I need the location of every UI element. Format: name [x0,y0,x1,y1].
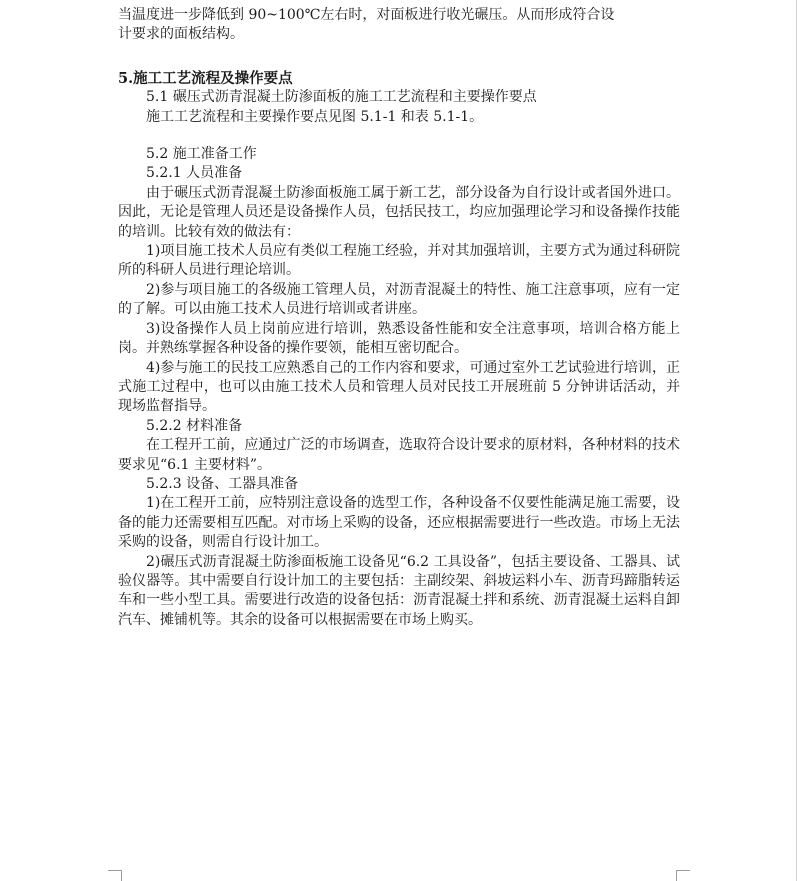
list-item-5-2-1-1: 1)项目施工技术人员应有类似工程施工经验，并对其加强培训，主要方式为通过科研院所的科研人员进行理论培训。 [118,243,680,279]
page-corner-mark [121,870,122,881]
spacer [118,127,680,145]
list-item-5-2-1-3: 3)设备操作人员上岗前应进行培训，熟悉设备性能和安全注意事项，培训合格方能上岗。并熟练掌握各种设备的操作要领，能相互密切配合。 [118,320,680,357]
list-item-5-2-3-1: 1)在工程开工前，应特别注意设备的选型工作，各种设备不仅要性能满足施工需要，设备的能力还需要相互匹配。对市场上采购的设备，还应根据需要进行一些改造。市场上无法采购的设备，则需自行设计加工。 [118,495,680,551]
list-item-5-2-1-2: 2)参与项目施工的各级施工管理人员，对沥青混凝土的特性、施工注意事项，应有一定的了解。可以由施工技术人员进行培训或者讲座。 [118,281,680,318]
subsection-heading-5-2-2: 5.2.2 材料准备 [146,417,243,434]
page-corner-mark [676,870,690,871]
subsection-heading-5-2-3: 5.2.3 设备、工器具准备 [146,475,299,492]
subsection-heading-5-2-1: 5.2.1 人员准备 [146,165,243,182]
list-item-5-2-1-4: 4)参与施工的民技工应熟悉自己的工作内容和要求，可通过室外工艺试验进行培训，正式施工过程中，也可以由施工技术人员和管理人员对民技工开展班前 5 分钟讲话活动，并现场监督指导。 [118,359,680,415]
section-title: 5.施工工艺流程及操作要点 [118,69,293,87]
paragraph-5-2-1: 由于碾压式沥青混凝土防渗面板施工属于新工艺，部分设备为自行设计或者国外进口。因此，无论是管理人员还是设备操作人员，包括民技工，均应加强理论学习和设备操作技能的培训。比较有效的做法有： [118,184,680,240]
intro-line-1: 当温度进一步降低到 90~100℃左右时，对面板进行收光碾压。从而形成符合设 [118,7,615,23]
subsection-heading-5-1: 5.1 碾压式沥青混凝土防渗面板的施工工艺流程和主要操作要点 [146,89,537,106]
subsection-heading-5-2: 5.2 施工准备工作 [146,146,257,163]
page-corner-mark [676,870,677,881]
paragraph-5-2-2: 在工程开工前，应通过广泛的市场调查，选取符合设计要求的原材料，各种材料的技术要求见“6.1 主要材料”。 [118,437,680,473]
document-body [118,6,680,630]
spacer [118,45,680,69]
page-corner-mark [108,870,122,871]
list-item-5-2-3-2: 2)碾压式沥青混凝土防渗面板施工设备见“6.2 工具设备”，包括主要设备、工器具、试验仪器等。其中需要自行设计加工的主要包括：主副绞架、斜坡运料小车、沥青玛蹄脂转运车和一些小型工具。需要进行改造的设备包括：沥青混凝土拌和系统、沥青混凝土运料自卸汽车、摊铺机等。其余的设备可以根据需要在市场上购买。 [118,553,680,628]
paragraph-5-1: 施工工艺流程和主要操作要点见图 5.1-1 和表 5.1-1。 [146,108,484,125]
intro-line-2: 计要求的面板结构。 [118,26,244,43]
